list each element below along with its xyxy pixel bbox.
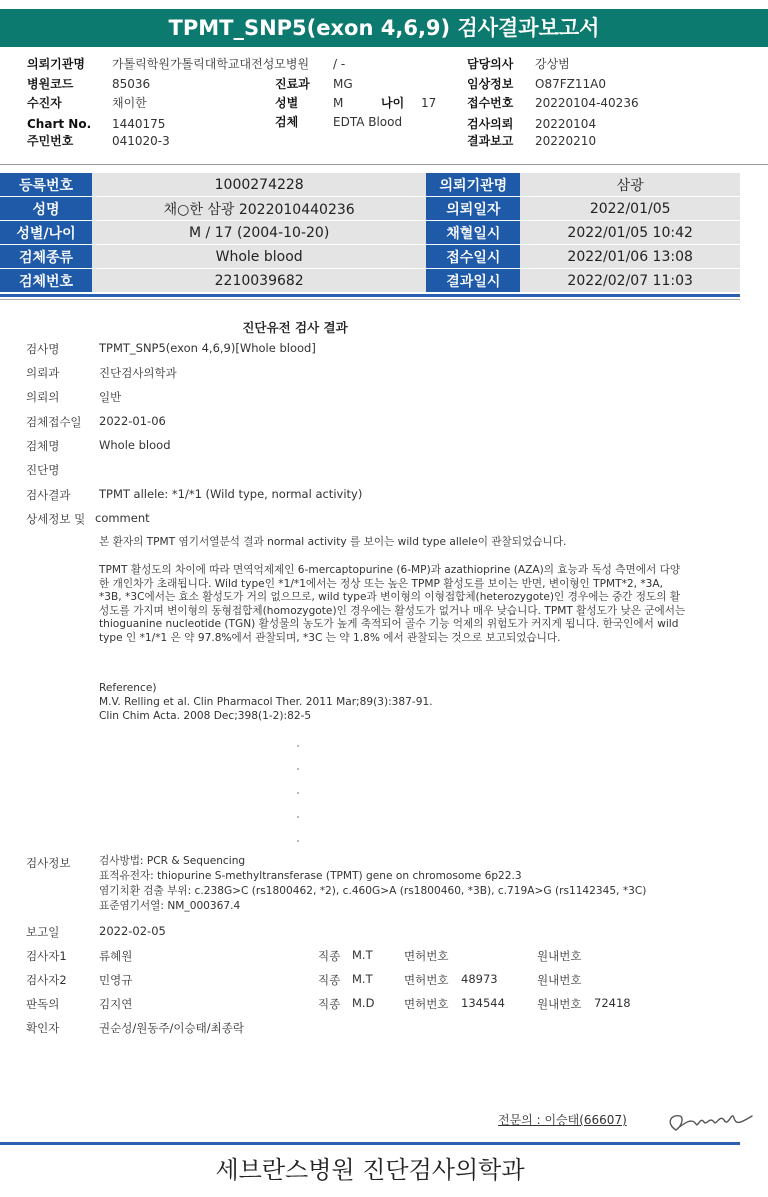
clinical-info-label: 임상정보 [467,77,514,91]
reader-role: M.D [352,996,375,1010]
request-date-label: 검사의뢰 [467,117,514,131]
requesting-org-extra: / - [333,57,346,71]
method-4: 표준염기서열: NM_000367.4 [99,900,241,912]
receipt-label: 접수일시 [426,245,520,269]
diagnosis-label: 진단명 [26,463,60,477]
dept-value: MG [333,77,353,91]
specimen-type-value: Whole blood [92,245,426,269]
sex-age-label: 성별/나이 [0,221,92,245]
signature-icon [662,1104,762,1140]
inspector1-name: 류혜원 [99,949,133,963]
table-row [0,173,740,197]
dept-label: 진료과 [275,77,310,91]
confirmer-value: 권순성/원동주/이승태/최종락 [99,1021,244,1035]
reg-no-label: 등록번호 [0,173,92,197]
report-dept-value: 진단검사의학과 [99,366,177,380]
section-divider-gray [0,299,740,300]
separator-dot [297,840,299,842]
name-value: 채○한 삼광 2022010440236 [92,197,426,221]
org-label: 의뢰기관명 [426,173,520,197]
requester-value: 일반 [99,390,122,404]
org-value: 삼광 [520,173,740,197]
specimen-type-label: 검체종류 [0,245,92,269]
inspector2-label: 검사자2 [26,973,67,987]
table-row [0,245,740,269]
clinical-info-value: O87FZ11A0 [535,77,606,91]
test-name-value: TPMT_SNP5(exon 4,6,9)[Whole blood] [99,341,316,355]
requester-label: 의뢰의 [26,390,60,404]
comment-summary: 본 환자의 TPMT 염기서열분석 결과 normal activity 를 보이는 wild type allele이 관찰되었습니다. [99,536,567,548]
comment-detail: TPMT 활성도의 차이에 따라 면역억제제인 6-mercaptopurine (6-MP)과 azathioprine (AZA)의 효능과 독성 측면에서 다양한 개인차가 초래됩니다. Wild type인 *1/*1에서는 정상 또는 높은 TPMP 활성도를 보이는 반면, 변이형인 TPMT*2, *3A, *3B, *3C에서는 효소 활성도가 거의 없으므로, wild type과 변이형의 이형접합체(heterozygote)인 경우에는 중간 정도의 활성도를 가지며 변이형의 동형접합체(homozygote)인 경우에는 활성도가 없거나 매우 낮습니다. TPMT 활성도가 낮은 군에서는 thioguanine nucleotide (TGN) 활성물의 농도가 높게 축적되어 골수 기능 억제의 위험도가 커지게 됩니다. 한국인에서 wild type 인 *1/*1 은 약 97.8%에서 관찰되며, *3C 는 약 1.8% 에서 관찰되는 것으로 보고되었습니다. [99,564,686,644]
report-date-value: 20220210 [535,134,597,148]
reg-no-value: 1000274228 [92,173,426,197]
examinee-value: 채이한 [112,96,147,110]
inspector1-role: M.T [352,948,373,962]
section-divider-blue [0,294,740,297]
requesting-org-value: 가톨릭학원가톨릭대학교대전성모병원 [112,57,310,71]
inspector2-role: M.T [352,972,373,986]
header-divider [0,164,768,165]
request-date-table-label: 의뢰일자 [426,197,520,221]
specimen-name-label: 검체명 [26,439,60,453]
inspector2-role-label: 직종 [318,973,341,987]
receipt-value: 2022/01/06 13:08 [520,245,740,269]
inspector1-license-label: 면허번호 [404,949,449,963]
specimen-name-value: Whole blood [99,438,171,452]
reference-title: Reference) [99,682,157,694]
age-value: 17 [421,96,437,110]
specimen-no-label: 검체번호 [0,269,92,293]
inspector2-license: 48973 [461,972,498,986]
test-name-label: 검사명 [26,342,60,356]
method-section-label: 검사정보 [26,856,71,870]
sex-label: 성별 [275,96,299,110]
specimen-label: 검체 [275,115,299,129]
detail-comment-label: comment [95,511,150,525]
resident-no-label: 주민번호 [27,134,74,148]
method-3: 염기치환 검출 부위: c.238G>C (rs1800462, *2), c.460G>A (rs1800460, *3B), c.719A>G (rs1142345, *3C) [99,885,647,897]
separator-dot [297,745,299,747]
requesting-org-label: 의뢰기관명 [27,57,85,71]
report-date-value-2: 2022-02-05 [99,924,166,938]
result-value: TPMT allele: *1/*1 (Wild type, normal activity) [99,487,363,501]
reference-1: M.V. Relling et al. Clin Pharmacol Ther. 2011 Mar;89(3):387-91. [99,696,433,708]
detail-label: 상세정보 및 [26,512,86,526]
reference-2: Clin Chim Acta. 2008 Dec;398(1-2):82-5 [99,710,312,722]
table-row [0,221,740,245]
specialist-name: 전문의 : 이승태(66607) [498,1113,627,1127]
hospital-code-value: 85036 [112,77,151,91]
reader-role-label: 직종 [318,997,341,1011]
sex-value: M [333,96,344,110]
specimen-no-value: 2210039682 [92,269,426,293]
draw-label: 채혈일시 [426,221,520,245]
separator-dot [297,792,299,794]
footer-divider [0,1142,740,1145]
reader-name: 김지연 [99,997,133,1011]
report-dept-label: 의뢰과 [26,366,60,380]
report-title: TPMT_SNP5(exon 4,6,9) 검사결과보고서 [0,9,768,47]
separator-dot [297,816,299,818]
inspector1-role-label: 직종 [318,949,341,963]
request-date-table-value: 2022/01/05 [520,197,740,221]
specimen-receipt-value: 2022-01-06 [99,414,166,428]
doctor-value: 강상범 [535,57,570,71]
method-2: 표적유전자: thiopurine S-methyltransferase (TPMT) gene on chromosome 6p22.3 [99,870,522,882]
examinee-label: 수진자 [27,96,62,110]
hospital-code-label: 병원코드 [27,77,74,91]
reader-license-label: 면허번호 [404,997,449,1011]
report-date-label: 결과보고 [467,134,514,148]
age-label: 나이 [381,96,405,110]
result-time-label: 결과일시 [426,269,520,293]
doctor-label: 담당의사 [467,57,514,71]
chart-no-label: Chart No. [27,117,92,131]
sex-age-value: M / 17 (2004-10-20) [92,221,426,245]
method-1: 검사방법: PCR & Sequencing [99,855,246,867]
reader-label: 판독의 [26,997,60,1011]
inspector1-label: 검사자1 [26,949,67,963]
result-label: 검사결과 [26,488,71,502]
name-label: 성명 [0,197,92,221]
table-row [0,269,740,293]
receipt-no-value: 20220104-40236 [535,96,639,110]
report-date-label-2: 보고일 [26,925,60,939]
draw-value: 2022/01/05 10:42 [520,221,740,245]
reader-internal-label: 원내번호 [537,997,582,1011]
inspector2-license-label: 면허번호 [404,973,449,987]
reader-license: 134544 [461,996,505,1010]
specimen-value: EDTA Blood [333,115,403,129]
inspector2-name: 민영규 [99,973,133,987]
resident-no-value: 041020-3 [112,134,170,148]
confirmer-label: 확인자 [26,1021,60,1035]
inspector1-internal-label: 원내번호 [537,949,582,963]
separator-dot [297,768,299,770]
inspector2-internal-label: 원내번호 [537,973,582,987]
chart-no-value: 1440175 [112,117,166,131]
result-time-value: 2022/02/07 11:03 [520,269,740,293]
institution-name: 세브란스병원 진단검사의학과 [215,1156,525,1184]
reader-internal: 72418 [594,996,631,1010]
receipt-no-label: 접수번호 [467,96,514,110]
section-title: 진단유전 검사 결과 [242,320,348,335]
specimen-receipt-label: 검체접수일 [26,415,82,429]
table-row [0,197,740,221]
patient-info-table [0,173,740,292]
request-date-value: 20220104 [535,117,597,131]
